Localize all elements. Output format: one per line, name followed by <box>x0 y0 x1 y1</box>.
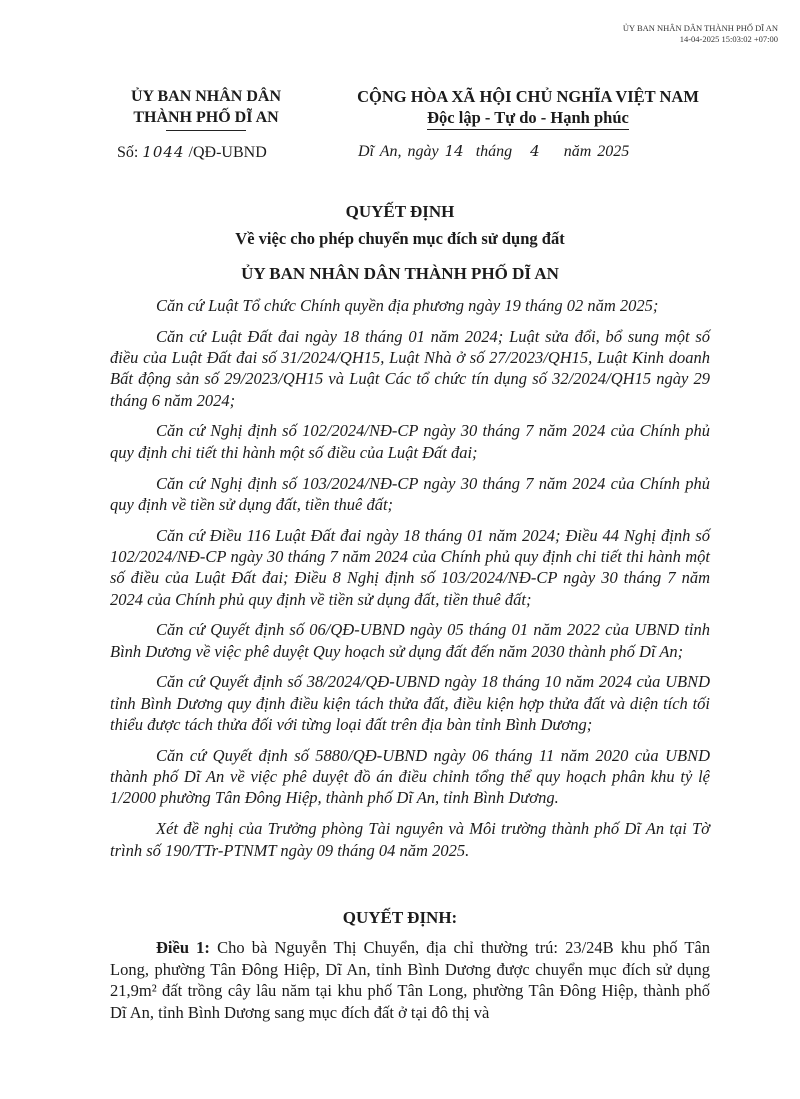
digital-signature-stamp <box>518 23 778 45</box>
basis-paragraph: Căn cứ Luật Tổ chức Chính quyền địa phương ngày 19 tháng 02 năm 2025; <box>156 296 659 315</box>
document-number <box>117 143 267 162</box>
basis-paragraph: Căn cứ Quyết định số 5880/QĐ-UBND ngày 06 tháng 11 năm 2020 của UBND thành phố Dĩ An về việc phê duyệt đồ án điều chỉnh tổng thể quy hoạch phân khu tỷ lệ 1/2000 phường Tân Đông Hiệp, thành phố Dĩ An, tỉnh Bình Dương. <box>110 745 710 808</box>
authority-line-2: THÀNH PHỐ DĨ AN <box>133 109 279 126</box>
number-suffix: /QĐ-UBND <box>188 144 267 161</box>
nation-name: CỘNG HÒA XÃ HỘI CHỦ NGHĨA VIỆT NAM <box>357 87 699 106</box>
basis-paragraph: Căn cứ Quyết định số 38/2024/QĐ-UBND ngày 18 tháng 10 năm 2024 của UBND tỉnh Bình Dương quy định điều kiện tách thửa đất, điều kiện hợp thửa đất và diện tích tối thiểu được tách thửa đối với từng loại đất trên địa bàn tỉnh Bình Dương; <box>110 672 710 735</box>
month-label: tháng <box>475 143 513 160</box>
issuing-authority-title: ỦY BAN NHÂN DÂN THÀNH PHỐ DĨ AN <box>241 264 559 283</box>
article-1-text: Cho bà Nguyễn Thị Chuyển, địa chỉ thường trú: 23/24B khu phố Tân Long, phường Tân Đông Hiệp, Dĩ An, tỉnh Bình Dương được chuyển mục đích sử dụng 21,9m² đất trồng cây lâu năm tại khu phố Tân Long, phường Tân Đông Hiệp, thành phố Dĩ An, tỉnh Bình Dương sang mục đích đất ở tại đô thị và <box>110 938 710 1022</box>
document-title: QUYẾT ĐỊNH <box>345 202 455 221</box>
basis-paragraph: Căn cứ Luật Đất đai ngày 18 tháng 01 năm 2024; Luật sửa đổi, bổ sung một số điều của Luật Đất đai số 31/2024/QH15, Luật Nhà ở số 27/2023/QH15, Luật Kinh doanh Bất động sản số 29/2023/QH15 và Luật Các tổ chức tín dụng số 32/2024/QH15 ngày 29 tháng 6 năm 2024; <box>110 326 710 410</box>
document-subject: Về việc cho phép chuyển mục đích sử dụng đất <box>235 229 565 248</box>
proposal-paragraph: Xét đề nghị của Trưởng phòng Tài nguyên và Môi trường thành phố Dĩ An tại Tờ trình số 190/TTr-PTNMT ngày 09 tháng 04 năm 2025. <box>110 819 710 860</box>
stamp-timestamp: 14-04-2025 15:03:02 +07:00 <box>679 34 778 44</box>
handwritten-month: 4 <box>530 142 540 160</box>
national-header <box>318 86 738 130</box>
issuing-authority-header <box>96 86 316 131</box>
national-motto: Độc lập - Tự do - Hạnh phúc <box>427 107 629 130</box>
issue-date <box>358 142 629 161</box>
basis-paragraph: Căn cứ Nghị định số 103/2024/NĐ-CP ngày 30 tháng 7 năm 2024 của Chính phủ quy định về tiền sử dụng đất, tiền thuê đất; <box>110 473 710 514</box>
stamp-org: ỦY BAN NHÂN DÂN THÀNH PHỐ DĨ AN <box>622 23 778 33</box>
date-place: Dĩ An, ngày <box>358 143 439 160</box>
legal-basis <box>110 295 710 870</box>
basis-paragraph: Căn cứ Điều 116 Luật Đất đai ngày 18 tháng 01 năm 2024; Điều 44 Nghị định số 102/2024/NĐ-CP ngày 30 tháng 7 năm 2024 của Chính phủ quy định chi tiết thi hành một số điều của Luật Đất đai; Điều 8 Nghị định số 103/2024/NĐ-CP ngày 30 tháng 7 năm 2024 của Chính phủ quy định về tiền sử dụng đất, tiền thuê đất; <box>110 525 710 609</box>
basis-paragraph: Căn cứ Quyết định số 06/QĐ-UBND ngày 05 tháng 01 năm 2022 của UBND tỉnh Bình Dương về việc phê duyệt Quy hoạch sử dụng đất đến năm 2030 thành phố Dĩ An; <box>110 620 710 661</box>
article-1 <box>110 937 710 1023</box>
year-label: năm 2025 <box>563 143 630 160</box>
header-divider <box>166 130 246 131</box>
article-1-label: Điều 1: <box>156 938 210 957</box>
number-prefix: Số: <box>117 144 139 161</box>
article-1-paragraph <box>110 937 710 1023</box>
decision-heading: QUYẾT ĐỊNH: <box>342 908 458 927</box>
authority-line-1: ỦY BAN NHÂN DÂN <box>130 88 282 105</box>
handwritten-day: 14 <box>444 142 464 160</box>
basis-paragraph: Căn cứ Nghị định số 102/2024/NĐ-CP ngày 30 tháng 7 năm 2024 của Chính phủ quy định chi tiết thi hành một số điều của Luật Đất đai; <box>110 421 710 462</box>
handwritten-number: 1044 <box>142 143 185 161</box>
